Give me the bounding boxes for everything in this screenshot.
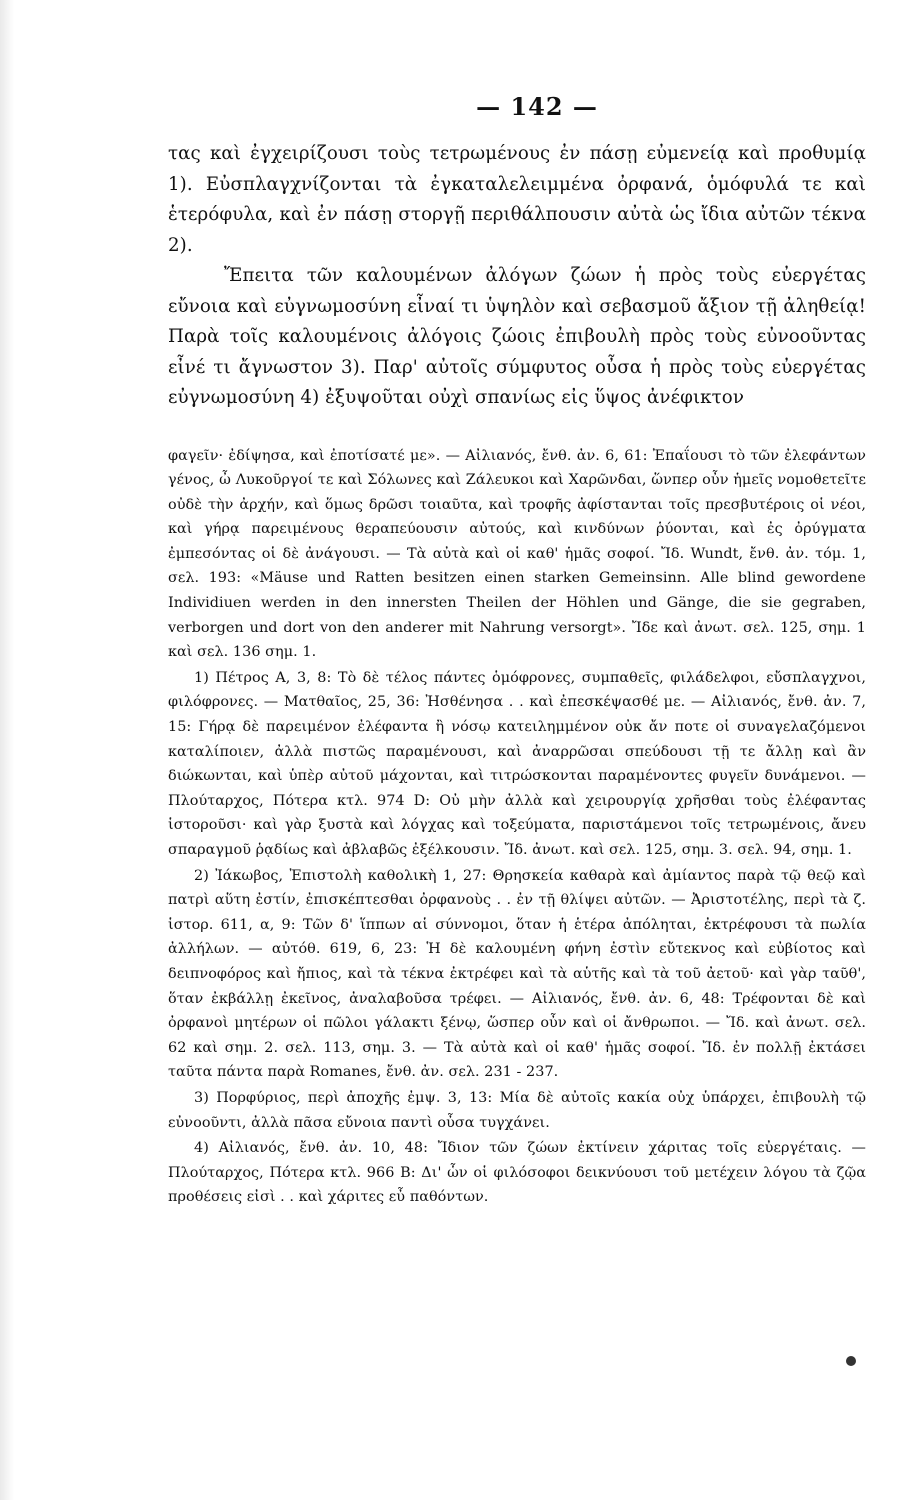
- footnote-4: 4) Αἰλιανός, ἔνθ. ἀν. 10, 48: Ἴδιον τῶν ζώων ἐκτίνειν χάριτας τοῖς εὐεργέταις. — Πλούταρχος, Πότερα κτλ. 966 B: Δι' ὧν οἱ φιλόσοφοι δεικνύουσι τοῦ μετέχειν λόγου τὰ ζῷα προθέσεις εἰσὶ . . καὶ χάριτες εὖ παθόντων.: [168, 1140, 866, 1206]
- scan-edge-shadow: [0, 0, 14, 1500]
- footnote-continuation: φαγεῖν· ἐδίψησα, καὶ ἐποτίσατέ με». — Αἰλιανός, ἔνθ. ἀν. 6, 61: Ἐπαΐουσι τὸ τῶν ἐλεφάντων γένος, ὦ Λυκοῦργοί τε καὶ Σόλωνες καὶ Ζάλευκοι καὶ Χαρῶνδαι, ὥνπερ οὖν ἡμεῖς νομοθετεῖτε οὐδὲ τὴν ἀρχήν, καὶ ὅμως δρῶσι τοιαῦτα, καὶ τροφῆς ἀφίστανται τοῖς πρεσβυτέροις οἱ νέοι, καὶ γήρᾳ παρειμένους θεραπεύουσιν αὐτούς, καὶ κινδύνων ῥύονται, καὶ ἐς ὀρύγματα ἐμπεσόντας οἱ δὲ ἀνάγουσι. — Τὰ αὐτὰ καὶ οἱ καθ' ἡμᾶς σοφοί. Ἴδ. Wundt, ἔνθ. ἀν. τόμ. 1, σελ. 193: «Mäuse und Ratten besitzen einen starken Gemeinsinn. Alle blind gewordene Individiuen werden in den innersten Theilen der Höhlen und Gänge, die sie gegraben, verborgen und dort von den anderer mit Nahrung versorgt». Ἴδε καὶ ἀνωτ. σελ. 125, σημ. 1 καὶ σελ. 136 σημ. 1.: [168, 447, 866, 661]
- book-page: [168, 92, 866, 1210]
- page-number: — 142 —: [476, 92, 598, 121]
- footnote-1: 1) Πέτρος Α, 3, 8: Τὸ δὲ τέλος πάντες ὁμόφρονες, συμπαθεῖς, φιλάδελφοι, εὔσπλαγχνοι, φιλόφρονες. — Ματθαῖος, 25, 36: Ἠσθένησα . . καὶ ἐπεσκέψασθέ με. — Αἰλιανός, ἔνθ. ἀν. 7, 15: Γήρᾳ δὲ παρειμένον ἐλέφαντα ἢ νόσῳ κατειλημμένον οὐκ ἄν ποτε οἱ συναγελαζόμενοι καταλίποιεν, ἀλλὰ πιστῶς παραμένουσι, καὶ ἀναρρῶσαι σπεύδουσι τῇ τε ἄλλῃ καὶ ἂν διώκωνται, καὶ ὑπὲρ αὐτοῦ μάχονται, καὶ τιτρώσκονται παραμένοντες φυγεῖν δυνάμενοι. — Πλούταρχος, Πότερα κτλ. 974 D: Οὐ μὴν ἀλλὰ καὶ χειρουργίᾳ χρῆσθαι τοὺς ἐλέφαντας ἱστοροῦσι· καὶ γὰρ ξυστὰ καὶ λόγχας καὶ τοξεύματα, παριστάμενοι τοῖς τετρωμένοις, ἄνευ σπαραγμοῦ ῥᾳδίως καὶ ἀβλαβῶς ἐξέλκουσιν. Ἴδ. ἀνωτ. καὶ σελ. 125, σημ. 3. σελ. 94, σημ. 1.: [168, 669, 866, 858]
- footnote-3: 3) Πορφύριος, περὶ ἀποχῆς ἐμψ. 3, 13: Μία δὲ αὐτοῖς κακία οὐχ ὑπάρχει, ἐπιβουλὴ τῷ εὐνοοῦντι, ἀλλὰ πᾶσα εὔνοια παντὶ οὖσα τυγχάνει.: [168, 1089, 866, 1131]
- footnote-2: 2) Ἰάκωβος, Ἐπιστολὴ καθολικὴ 1, 27: Θρησκεία καθαρὰ καὶ ἀμίαντος παρὰ τῷ θεῷ καὶ πατρὶ αὕτη ἐστίν, ἐπισκέπτεσθαι ὀρφανοὺς . . ἐν τῇ θλίψει αὐτῶν. — Ἀριστοτέλης, περὶ τὰ ζ. ἱστορ. 611, α, 9: Τῶν δ' ἵππων αἱ σύννομοι, ὅταν ἡ ἑτέρα ἀπόληται, ἐκτρέφουσι τὰ πωλία ἀλλήλων. — αὐτόθ. 619, 6, 23: Ἡ δὲ καλουμένη φήνη ἐστὶν εὔτεκνος καὶ εὐβίοτος καὶ δειπνοφόρος καὶ ἤπιος, καὶ τὰ τέκνα ἐκτρέφει καὶ τὰ αὑτῆς καὶ τὰ τοῦ ἀετοῦ· καὶ γὰρ ταῦθ', ὅταν ἐκβάλλῃ ἐκεῖνος, ἀναλαβοῦσα τρέφει. — Αἰλιανός, ἔνθ. ἀν. 6, 48: Τρέφονται δὲ καὶ ὀρφανοὶ μητέρων οἱ πῶλοι γάλακτι ξένῳ, ὥσπερ οὖν καὶ οἱ ἄνθρωποι. — Ἴδ. καὶ ἀνωτ. σελ. 62 καὶ σημ. 2. σελ. 113, σημ. 3. — Τὰ αὐτὰ καὶ οἱ καθ' ἡμᾶς σοφοί. Ἴδ. ἐν πολλῇ ἐκτάσει ταῦτα πάντα παρὰ Romanes, ἔνθ. ἀν. σελ. 231 - 237.: [168, 867, 866, 1081]
- main-text: [168, 139, 866, 414]
- main-paragraph-2: Ἔπειτα τῶν καλουμένων ἀλόγων ζώων ἡ πρὸς τοὺς εὐεργέτας εὔνοια καὶ εὐγνωμοσύνη εἶναί τι ὑψηλὸν καὶ σεβασμοῦ ἄξιον τῇ ἀληθείᾳ! Παρὰ τοῖς καλουμένοις ἀλόγοις ζώοις ἐπιβουλὴ πρὸς τοὺς εὐνοοῦντας εἶνέ τι ἄγνωστον 3). Παρ' αὐτοῖς σύμφυτος οὖσα ἡ πρὸς τοὺς εὐεργέτας εὐγνωμοσύνη 4) ἐξυψοῦται οὐχὶ σπανίως εἰς ὕψος ἀνέφικτον: [168, 265, 866, 408]
- main-paragraph-1: τας καὶ ἐγχειρίζουσι τοὺς τετρωμένους ἐν πάσῃ εὐμενείᾳ καὶ προθυμίᾳ 1). Εὐσπλαγχνίζονται τὰ ἐγκαταλελειμμένα ὀρφανά, ὁμόφυλά τε καὶ ἑτερόφυλα, καὶ ἐν πάσῃ στοργῇ περιθάλπουσιν αὐτὰ ὡς ἴδια αὐτῶν τέκνα 2).: [168, 143, 866, 256]
- footnotes: [168, 444, 866, 1210]
- ink-spot: [846, 1356, 856, 1366]
